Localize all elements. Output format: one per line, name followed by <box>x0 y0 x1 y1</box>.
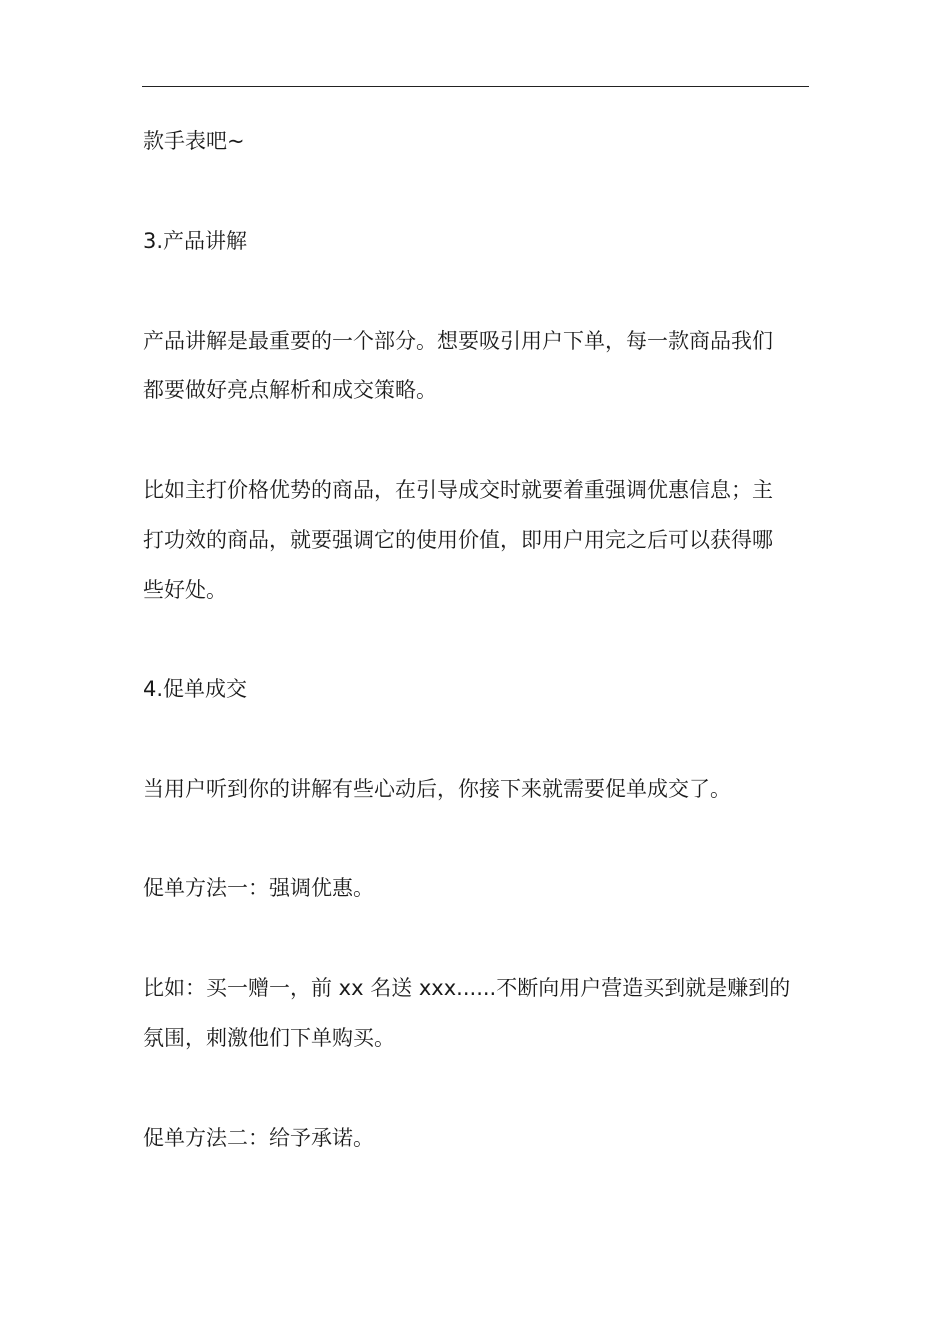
paragraph-line: 当用户听到你的讲解有些心动后，你接下来就需要促单成交了。 <box>143 777 731 801</box>
section-heading-close-deal: 4.促单成交 <box>143 677 248 701</box>
method-two-heading: 促单方法二：给予承诺。 <box>143 1126 374 1150</box>
section-heading-product-explanation: 3.产品讲解 <box>143 229 248 253</box>
paragraph-line: 比如主打价格优势的商品，在引导成交时就要着重强调优惠信息；主 <box>143 478 773 502</box>
paragraph-line-continuation: 款手表吧~ <box>143 129 245 153</box>
header-divider <box>142 86 809 87</box>
paragraph-line: 氛围，刺激他们下单购买。 <box>143 1026 395 1050</box>
paragraph-line: 些好处。 <box>143 578 227 602</box>
paragraph-line: 打功效的商品，就要强调它的使用价值，即用户用完之后可以获得哪 <box>143 528 773 552</box>
paragraph-line: 都要做好亮点解析和成交策略。 <box>143 378 437 402</box>
paragraph-line: 比如：买一赠一，前 xx 名送 xxx......不断向用户营造买到就是赚到的 <box>143 976 791 1000</box>
method-one-heading: 促单方法一：强调优惠。 <box>143 876 374 900</box>
paragraph-line: 产品讲解是最重要的一个部分。想要吸引用户下单，每一款商品我们 <box>143 329 773 353</box>
